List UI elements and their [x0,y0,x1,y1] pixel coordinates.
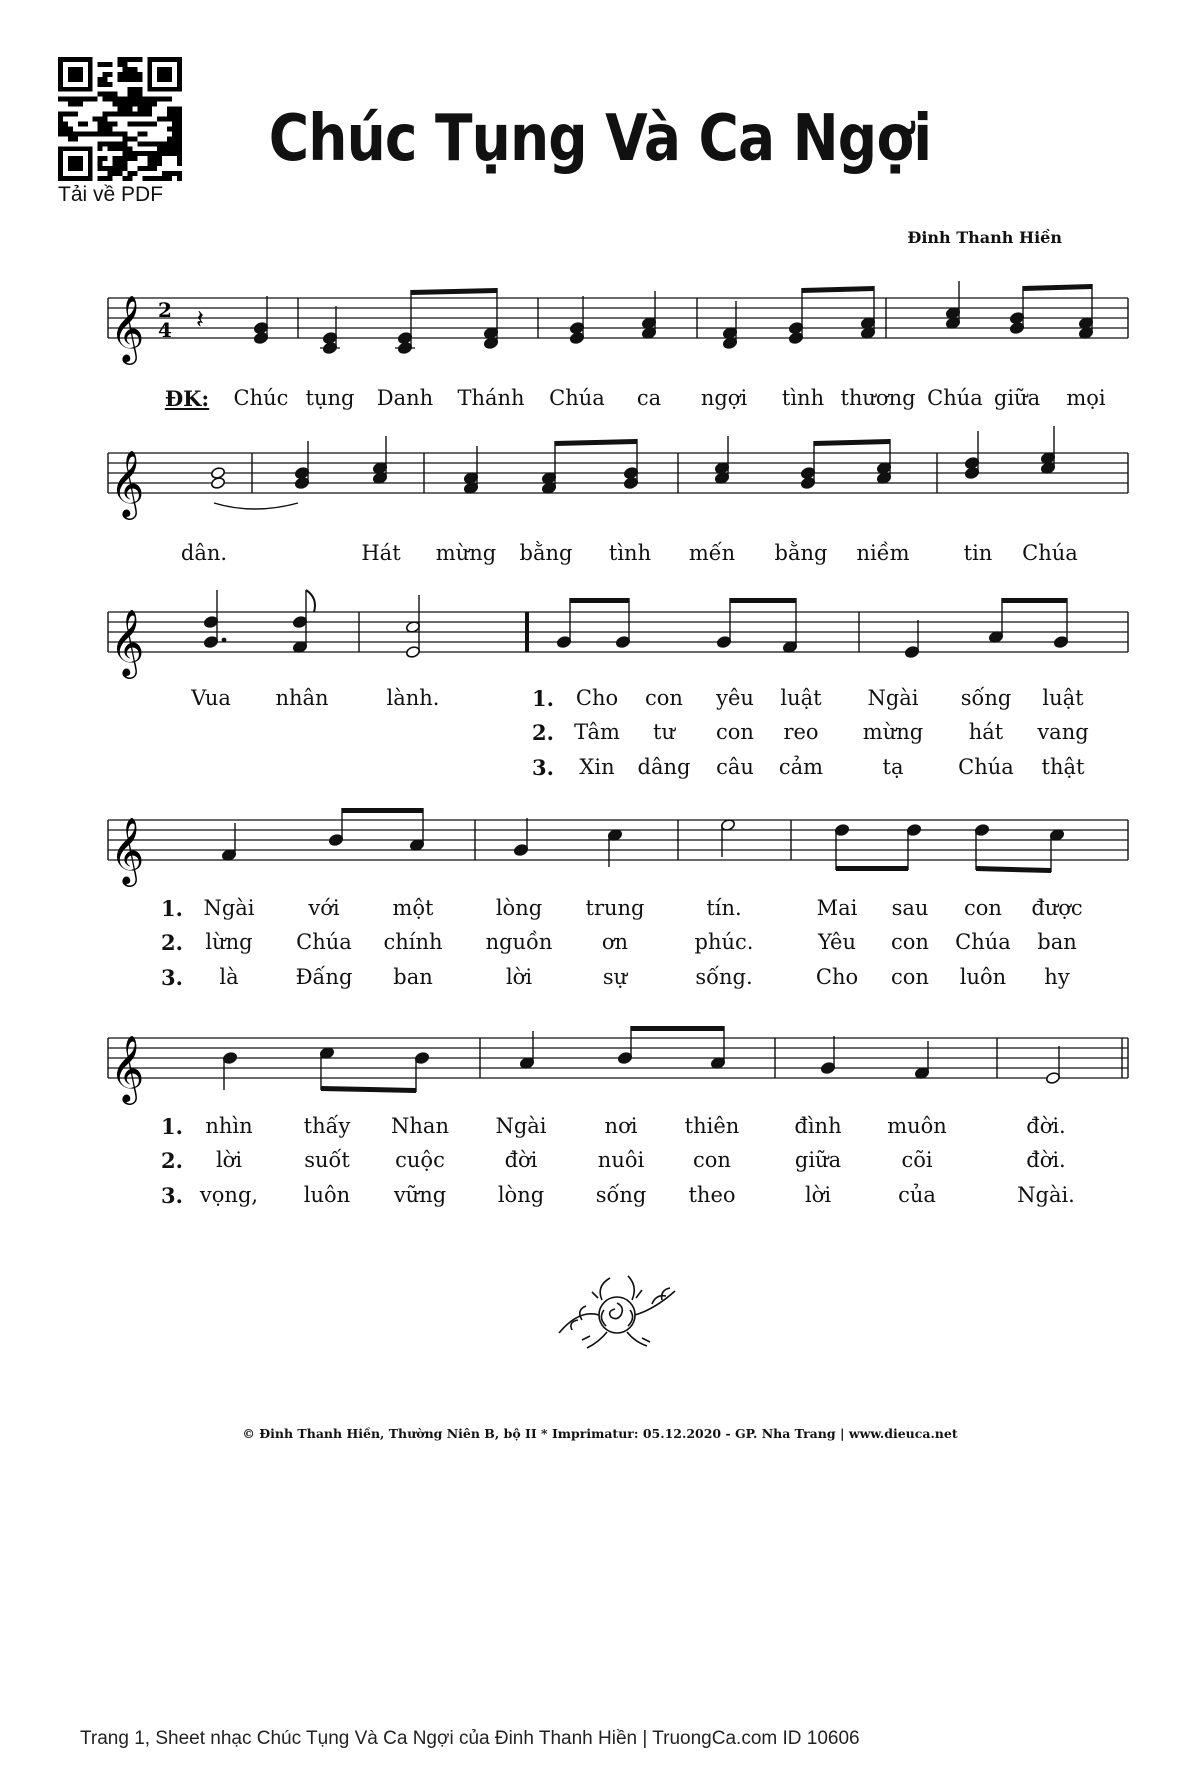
lyric-syllable: bằng [519,541,573,565]
lyric-syllable: thiên [684,1114,740,1138]
beam [570,598,629,603]
lyric-syllable: đời. [1026,1148,1066,1172]
lyric-syllable: tin [963,541,993,565]
refrain-label: ĐK: [164,386,210,411]
treble-clef-icon: 𝄞 [110,816,145,884]
lyric-syllable: giữa [794,1148,842,1172]
verse-number: 3. [161,965,183,990]
beam [1023,284,1092,291]
tie [214,503,298,509]
lyric-syllable: nhìn [205,1114,253,1138]
treble-clef-icon: 𝄞 [110,294,145,362]
song-title: Chúc Tụng Và Ca Ngợi [268,102,932,176]
lyric-syllable: lời [804,1183,832,1207]
verse-number: 2. [161,930,183,955]
lyric-syllable: tình [608,541,652,565]
lyric-line [0,1148,1200,1178]
note-head [210,466,225,479]
beam [631,1026,724,1031]
lyric-syllable: sau [891,896,929,920]
lyric-syllable: theo [688,1183,736,1207]
lyric-syllable: Ngài [495,1114,547,1138]
lyric-syllable: lời [505,965,533,989]
lyric-syllable: đình [794,1114,842,1138]
lyric-syllable: ban [393,965,433,989]
lyric-line [0,755,1200,785]
lyric-syllable: Chúc [233,386,289,410]
lyric-syllable: Tâm [574,720,620,744]
verse-number: 1. [161,896,183,921]
lyric-line [0,1183,1200,1213]
lyric-syllable: thương [840,386,916,410]
copyright-notice: © Đinh Thanh Hiền, Thường Niên B, bộ II * Imprimatur: 05.12.2020 - GP. Nha Trang | www.dieuca.net [242,1426,958,1441]
lyric-line [0,1114,1200,1144]
treble-clef-icon: 𝄞 [110,449,145,517]
quarter-rest: 𝄽 [196,305,204,335]
lyric-syllable: nuôi [597,1148,645,1172]
note-flag [306,590,315,612]
lyric-syllable: trung [585,896,645,920]
lyric-syllable: Thánh [457,386,525,410]
lyric-syllable: nguồn [485,930,553,954]
lyric-syllable: đời [504,1148,538,1172]
lyric-line [0,541,1200,571]
lyric-syllable: Chúa [958,755,1014,779]
lyric-syllable: ban [1037,930,1077,954]
verse-number: 1. [532,686,554,711]
lyric-syllable: cuộc [395,1148,445,1172]
lyric-syllable: một [392,896,434,920]
lyric-syllable: con [891,965,929,989]
lyric-syllable: Ngài [203,896,255,920]
lyric-syllable: tín. [706,896,742,920]
lyric-line [0,686,1200,716]
lyric-line [0,965,1200,995]
lyric-syllable: Vua [191,686,231,710]
lyric-syllable: suốt [304,1148,350,1172]
lyric-syllable: đời. [1026,1114,1066,1138]
lyric-syllable: Danh [376,386,434,410]
lyric-syllable: ca [636,386,662,410]
download-pdf-label[interactable]: Tải về PDF [58,183,164,206]
verse-number: 2. [161,1148,183,1173]
lyric-syllable: của [898,1183,936,1207]
beam [802,286,874,293]
beam [1002,598,1067,603]
lyric-syllable: ngợi [700,386,748,410]
lyric-syllable: lòng [497,1183,545,1207]
lyric-syllable: Ngài [867,686,919,710]
lyric-syllable: niềm [856,541,910,565]
lyric-syllable: luật [1042,686,1084,710]
lyric-syllable: tụng [305,386,355,410]
lyric-syllable: sống. [695,965,753,989]
lyric-syllable: mọi [1066,386,1106,410]
lyric-syllable: lòng [495,896,543,920]
lyric-syllable: cõi [901,1148,933,1172]
beam [730,598,796,603]
lyric-syllable: bằng [774,541,828,565]
lyric-syllable: mừng [435,541,497,565]
lyric-syllable: Đấng [295,965,353,989]
lyric-syllable: thật [1041,755,1085,779]
lyric-syllable: nhân [275,686,329,710]
beam [555,439,637,446]
lyric-syllable: sự [602,965,628,989]
lyric-syllable: con [645,686,683,710]
lyric-syllable: ơn [601,930,629,954]
lyric-syllable: lời [215,1148,243,1172]
lyric-syllable: Cho [575,686,619,710]
lyric-syllable: tư [653,720,675,744]
beam [814,439,890,446]
lyric-syllable: vang [1037,720,1089,744]
rose-ornament-icon [552,1270,682,1360]
lyric-syllable: tạ [882,755,904,779]
lyric-syllable: được [1031,896,1083,920]
lyric-syllable: Hát [361,541,401,565]
lyric-syllable: vọng, [199,1183,259,1207]
lyric-syllable: Xin [579,755,615,779]
time-signature: 2 [158,298,172,322]
lyric-syllable: phúc. [694,930,754,954]
lyric-syllable: lành. [386,686,440,710]
lyric-syllable: dân. [180,541,228,565]
lyric-syllable: sống [960,686,1012,710]
lyric-syllable: con [716,720,754,744]
lyric-syllable: Ngài. [1017,1183,1075,1207]
verse-number: 3. [532,755,554,780]
lyric-syllable: cảm [778,755,824,779]
lyric-syllable: luôn [959,965,1007,989]
time-signature: 4 [158,318,172,342]
lyric-syllable: con [891,930,929,954]
beam [342,808,423,813]
lyric-syllable: reo [783,720,819,744]
lyric-syllable: sống [595,1183,647,1207]
lyric-syllable: Chúa [955,930,1011,954]
beam [836,866,908,871]
lyric-syllable: hát [968,720,1004,744]
lyric-syllable: Mai [816,896,858,920]
lyric-syllable: thấy [303,1114,351,1138]
composer-name: Đinh Thanh Hiền [907,228,1062,247]
beam [411,288,497,295]
lyric-syllable: Chúa [927,386,983,410]
beam [976,866,1051,873]
lyric-syllable: Nhan [391,1114,449,1138]
dot [222,638,227,643]
lyric-syllable: hy [1044,965,1070,989]
lyric-syllable: nơi [604,1114,638,1138]
lyric-line [0,896,1200,926]
lyric-line [0,930,1200,960]
lyric-syllable: dâng [637,755,691,779]
lyric-syllable: Cho [815,965,859,989]
lyric-syllable: vững [393,1183,447,1207]
lyric-syllable: giữa [993,386,1041,410]
lyric-syllable: là [219,965,239,989]
lyric-syllable: con [693,1148,731,1172]
lyric-syllable: muôn [887,1114,947,1138]
lyric-line [0,720,1200,750]
lyric-syllable: yêu [716,686,754,710]
lyric-syllable: luật [780,686,822,710]
lyric-syllable: với [308,896,340,920]
lyric-syllable: Yêu [818,930,856,954]
lyric-syllable: chính [383,930,443,954]
lyric-syllable: Chúa [1022,541,1078,565]
lyric-syllable: lừng [205,930,253,954]
lyric-syllable: tình [781,386,825,410]
lyric-line [0,386,1200,416]
lyric-syllable: luôn [303,1183,351,1207]
lyric-syllable: mừng [862,720,924,744]
lyric-syllable: mến [688,541,736,565]
lyric-syllable: con [964,896,1002,920]
page-footer: Trang 1, Sheet nhạc Chúc Tụng Và Ca Ngợi của Đinh Thanh Hiền | TruongCa.com ID 10606 [80,1728,860,1749]
lyric-syllable: câu [716,755,754,779]
verse-number: 1. [161,1114,183,1139]
lyric-syllable: Chúa [296,930,352,954]
verse-number: 3. [161,1183,183,1208]
beam [321,1086,416,1093]
treble-clef-icon: 𝄞 [110,608,145,676]
lyric-syllable: Chúa [549,386,605,410]
verse-number: 2. [532,720,554,745]
treble-clef-icon: 𝄞 [110,1034,145,1102]
